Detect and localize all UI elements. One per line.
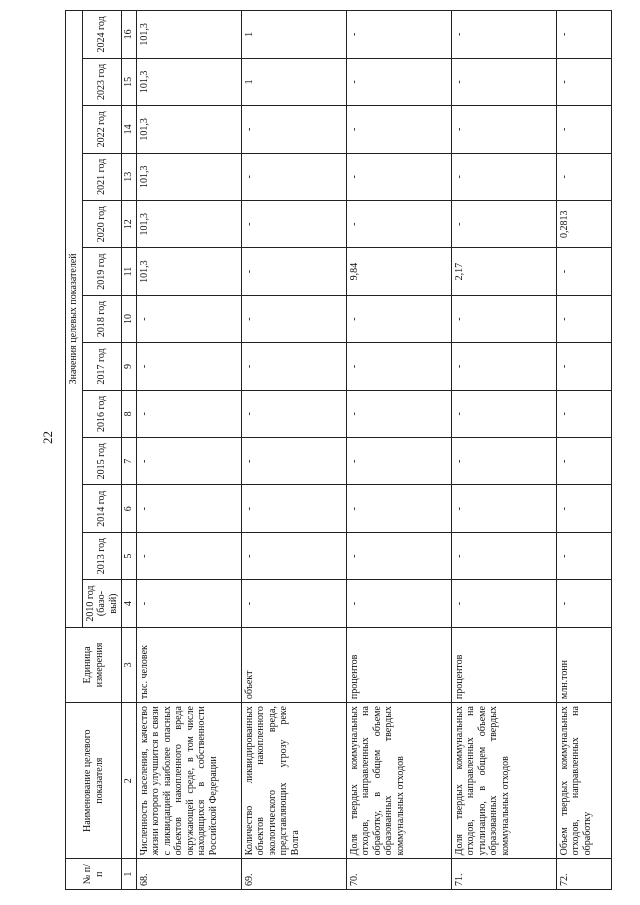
value-cell: - xyxy=(136,438,241,485)
column-index: 3 xyxy=(122,627,137,702)
indicator-name: Доля твердых коммунальных отходов, направленных на обработку, в общем объеме образованных твердых коммунальных отходов xyxy=(346,703,451,859)
column-index: 13 xyxy=(122,153,137,200)
column-index: 9 xyxy=(122,343,137,390)
value-cell: - xyxy=(556,153,611,200)
value-cell: 101,3 xyxy=(136,11,241,59)
value-cell: - xyxy=(346,390,451,437)
table-row xyxy=(136,11,241,890)
header-year: 2019 год xyxy=(82,248,122,295)
column-index: 1 xyxy=(122,859,137,890)
column-index: 15 xyxy=(122,58,137,105)
column-index-row xyxy=(122,11,137,890)
value-cell: - xyxy=(556,11,611,59)
column-index: 11 xyxy=(122,248,137,295)
value-cell: - xyxy=(556,390,611,437)
indicator-unit: процентов xyxy=(451,627,556,702)
value-cell: - xyxy=(556,106,611,153)
column-index: 16 xyxy=(122,11,137,59)
row-number: 72. xyxy=(556,859,611,890)
value-cell: - xyxy=(241,200,346,247)
value-cell: - xyxy=(451,11,556,59)
value-cell: 101,3 xyxy=(136,58,241,105)
value-cell: - xyxy=(451,580,556,627)
indicator-name: Количество ликвидированных объектов накопленного экологического вреда, представляющих угрозу реке Волга xyxy=(241,703,346,859)
column-index: 12 xyxy=(122,200,137,247)
row-number: 70. xyxy=(346,859,451,890)
value-cell: 101,3 xyxy=(136,200,241,247)
value-cell: - xyxy=(451,106,556,153)
value-cell: 9,84 xyxy=(346,248,451,295)
header-year: 2010 год (базо-вый) xyxy=(82,580,122,627)
value-cell: - xyxy=(451,485,556,532)
header-year: 2022 год xyxy=(82,106,122,153)
value-cell: - xyxy=(136,485,241,532)
column-index: 8 xyxy=(122,390,137,437)
value-cell: - xyxy=(556,58,611,105)
value-cell: - xyxy=(451,200,556,247)
value-cell: - xyxy=(556,438,611,485)
header-row-1 xyxy=(66,11,83,890)
table-row xyxy=(451,11,556,890)
value-cell: - xyxy=(556,295,611,342)
column-index: 14 xyxy=(122,106,137,153)
value-cell: 101,3 xyxy=(136,106,241,153)
column-index: 10 xyxy=(122,295,137,342)
value-cell: - xyxy=(346,106,451,153)
indicator-unit: млн.тонн xyxy=(556,627,611,702)
value-cell: - xyxy=(241,580,346,627)
indicator-table-sheet xyxy=(65,10,593,890)
value-cell: - xyxy=(346,295,451,342)
value-cell: - xyxy=(346,58,451,105)
column-index: 7 xyxy=(122,438,137,485)
value-cell: 101,3 xyxy=(136,153,241,200)
value-cell: - xyxy=(346,343,451,390)
row-number: 71. xyxy=(451,859,556,890)
header-year: 2020 год xyxy=(82,200,122,247)
header-unit: Единица измерения xyxy=(66,627,122,702)
header-num: № п/п xyxy=(66,859,122,890)
header-values-group: Значения целевых показателей xyxy=(66,11,83,628)
value-cell: - xyxy=(346,153,451,200)
value-cell: - xyxy=(136,532,241,579)
header-year: 2016 год xyxy=(82,390,122,437)
row-number: 69. xyxy=(241,859,346,890)
value-cell: 101,3 xyxy=(136,248,241,295)
column-index: 5 xyxy=(122,532,137,579)
value-cell: - xyxy=(241,106,346,153)
header-year: 2023 год xyxy=(82,58,122,105)
value-cell: - xyxy=(451,390,556,437)
value-cell: - xyxy=(556,532,611,579)
table-row xyxy=(556,11,611,890)
value-cell: - xyxy=(346,485,451,532)
header-year: 2017 год xyxy=(82,343,122,390)
indicator-unit: тыс. человек xyxy=(136,627,241,702)
page-number: 22 xyxy=(40,431,55,444)
value-cell: - xyxy=(241,438,346,485)
header-year: 2018 год xyxy=(82,295,122,342)
header-year: 2013 год xyxy=(82,532,122,579)
header-name: Наименование целевого показателя xyxy=(66,703,122,859)
value-cell: - xyxy=(241,153,346,200)
header-year: 2015 год xyxy=(82,438,122,485)
value-cell: - xyxy=(346,532,451,579)
value-cell: - xyxy=(241,343,346,390)
value-cell: - xyxy=(136,580,241,627)
column-index: 2 xyxy=(122,703,137,859)
value-cell: - xyxy=(451,58,556,105)
indicator-name: Объем твердых коммунальных отходов, направленных на обработку xyxy=(556,703,611,859)
column-index: 6 xyxy=(122,485,137,532)
table-row xyxy=(346,11,451,890)
value-cell: 2,17 xyxy=(451,248,556,295)
value-cell: 1 xyxy=(241,11,346,59)
value-cell: - xyxy=(136,343,241,390)
value-cell: - xyxy=(241,390,346,437)
table-row xyxy=(241,11,346,890)
value-cell: - xyxy=(451,532,556,579)
value-cell: - xyxy=(451,343,556,390)
value-cell: - xyxy=(241,248,346,295)
value-cell: - xyxy=(346,438,451,485)
value-cell: - xyxy=(136,390,241,437)
header-year: 2024 год xyxy=(82,11,122,59)
value-cell: - xyxy=(136,295,241,342)
indicator-name: Численность населения, качество жизни которого улучшится в связи с ликвидацией наиболее опасных объектов накопленного вреда окружающей среде, в том числе находящихся в собственности Российской Федерации xyxy=(136,703,241,859)
value-cell: - xyxy=(346,200,451,247)
value-cell: - xyxy=(451,295,556,342)
column-index: 4 xyxy=(122,580,137,627)
value-cell: - xyxy=(556,580,611,627)
value-cell: 0,2813 xyxy=(556,200,611,247)
header-year: 2021 год xyxy=(82,153,122,200)
indicator-unit: процентов xyxy=(346,627,451,702)
indicator-table xyxy=(65,10,612,890)
value-cell: 1 xyxy=(241,58,346,105)
value-cell: - xyxy=(346,11,451,59)
indicator-unit: объект xyxy=(241,627,346,702)
value-cell: - xyxy=(451,153,556,200)
value-cell: - xyxy=(556,248,611,295)
value-cell: - xyxy=(556,343,611,390)
value-cell: - xyxy=(346,580,451,627)
value-cell: - xyxy=(241,485,346,532)
value-cell: - xyxy=(556,485,611,532)
value-cell: - xyxy=(451,438,556,485)
row-number: 68. xyxy=(136,859,241,890)
header-year: 2014 год xyxy=(82,485,122,532)
indicator-name: Доля твердых коммунальных отходов, направленных на утилизацию, в общем объеме образованных твердых коммунальных отходов xyxy=(451,703,556,859)
value-cell: - xyxy=(241,532,346,579)
value-cell: - xyxy=(241,295,346,342)
